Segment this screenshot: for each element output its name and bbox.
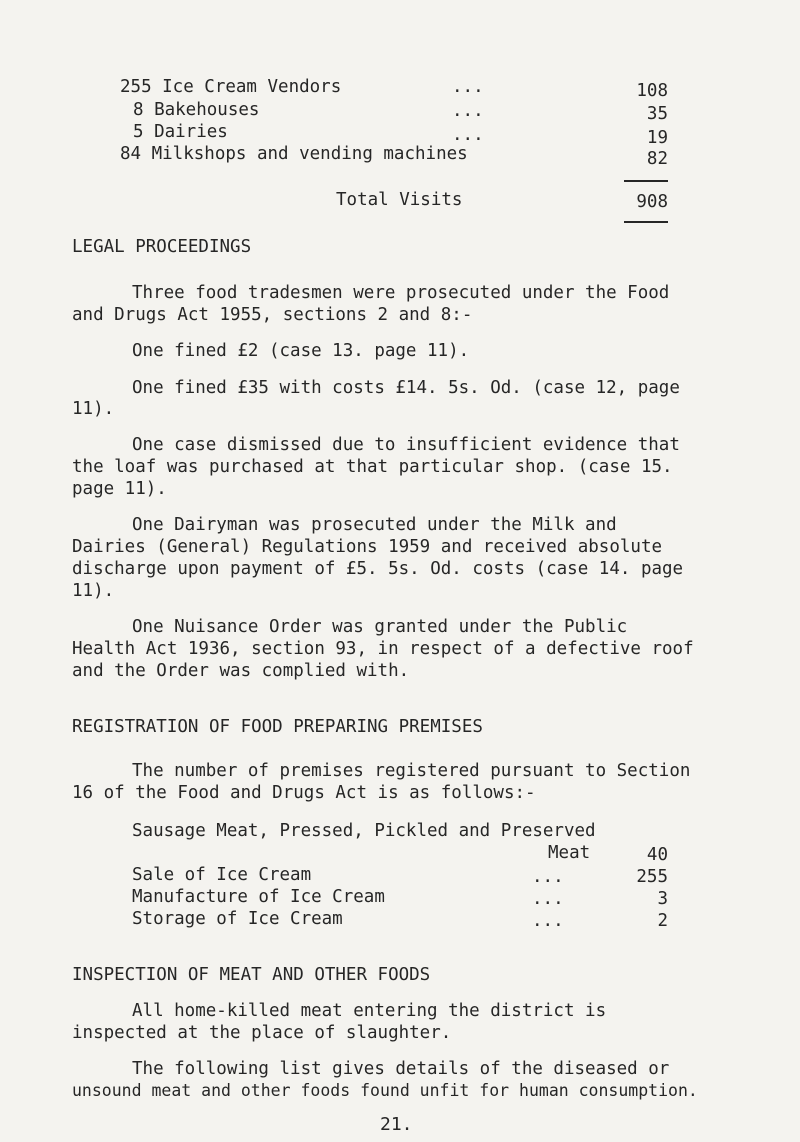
total-rule-bottom <box>624 221 668 223</box>
visits-row-label: 84 Milkshops and vending machines <box>120 144 468 164</box>
legal-text-line: Dairies (General) Regulations 1959 and received absolute <box>72 537 663 557</box>
inspection-text-line: All home-killed meat entering the district is <box>132 1001 607 1021</box>
registration-row-dots: ... <box>532 889 564 909</box>
total-visits-label: Total Visits <box>336 190 463 210</box>
visits-row-label: 8 Bakehouses <box>133 100 260 120</box>
registration-row-value: 255 <box>636 867 668 887</box>
registration-row-dots: ... <box>532 911 564 931</box>
legal-text-line: page 11). <box>72 479 167 499</box>
registration-intro-line: 16 of the Food and Drugs Act is as follows:- <box>72 783 536 803</box>
legal-text-line: One case dismissed due to insufficient evidence that <box>132 435 680 455</box>
visits-row-dots: ... <box>452 101 484 121</box>
legal-text-line: the loaf was purchased at that particular shop. (case 15. <box>72 457 673 477</box>
registration-row-label: Manufacture of Ice Cream <box>132 887 385 907</box>
registration-row-label: Sale of Ice Cream <box>132 865 312 885</box>
registration-row-label: Sausage Meat, Pressed, Pickled and Preserved <box>132 821 596 841</box>
registration-row-value: 2 <box>657 911 668 931</box>
total-rule-top <box>624 180 668 182</box>
registration-row-label-cont: Meat <box>548 843 591 863</box>
visits-row-value: 19 <box>646 128 668 148</box>
registration-row-value: 3 <box>657 889 668 909</box>
inspection-text-line: unsound meat and other foods found unfit for human consumption. <box>72 1081 698 1100</box>
visits-row-value: 35 <box>646 104 668 124</box>
legal-text-line: and the Order was complied with. <box>72 661 410 681</box>
legal-text-line: discharge upon payment of £5. 5s. Od. costs (case 14. page <box>72 559 684 579</box>
legal-text-line: One fined £2 (case 13. page 11). <box>132 341 470 361</box>
legal-text-line: 11). <box>72 581 115 601</box>
registration-row-label: Storage of Ice Cream <box>132 909 343 929</box>
legal-text-line: One Nuisance Order was granted under the Public <box>132 617 628 637</box>
visits-row-dots: ... <box>452 77 484 97</box>
registration-intro-line: The number of premises registered pursuant to Section <box>132 761 691 781</box>
visits-row-value: 108 <box>636 81 668 101</box>
visits-row-dots: ... <box>452 125 484 145</box>
total-visits-value: 908 <box>636 192 668 212</box>
inspection-text-line: The following list gives details of the diseased or <box>132 1059 670 1079</box>
legal-text-line: One fined £35 with costs £14. 5s. Od. (case 12, page <box>132 378 680 398</box>
legal-text-line: Three food tradesmen were prosecuted under the Food <box>132 283 670 303</box>
inspection-text-line: inspected at the place of slaughter. <box>72 1023 452 1043</box>
visits-row-label: 5 Dairies <box>133 122 228 142</box>
legal-text-line: and Drugs Act 1955, sections 2 and 8:- <box>72 305 473 325</box>
visits-row-value: 82 <box>646 149 668 169</box>
registration-row-dots: ... <box>532 867 564 887</box>
legal-text-line: One Dairyman was prosecuted under the Milk and <box>132 515 617 535</box>
visits-row-label: 255 Ice Cream Vendors <box>120 77 342 97</box>
page-number: 21. <box>380 1114 413 1135</box>
registration-row-value: 40 <box>646 845 668 865</box>
legal-heading: LEGAL PROCEEDINGS <box>72 237 252 257</box>
inspection-heading: INSPECTION OF MEAT AND OTHER FOODS <box>72 965 431 985</box>
legal-text-line: Health Act 1936, section 93, in respect of a defective roof <box>72 639 694 659</box>
legal-text-line: 11). <box>72 399 115 419</box>
registration-heading: REGISTRATION OF FOOD PREPARING PREMISES <box>72 717 483 737</box>
